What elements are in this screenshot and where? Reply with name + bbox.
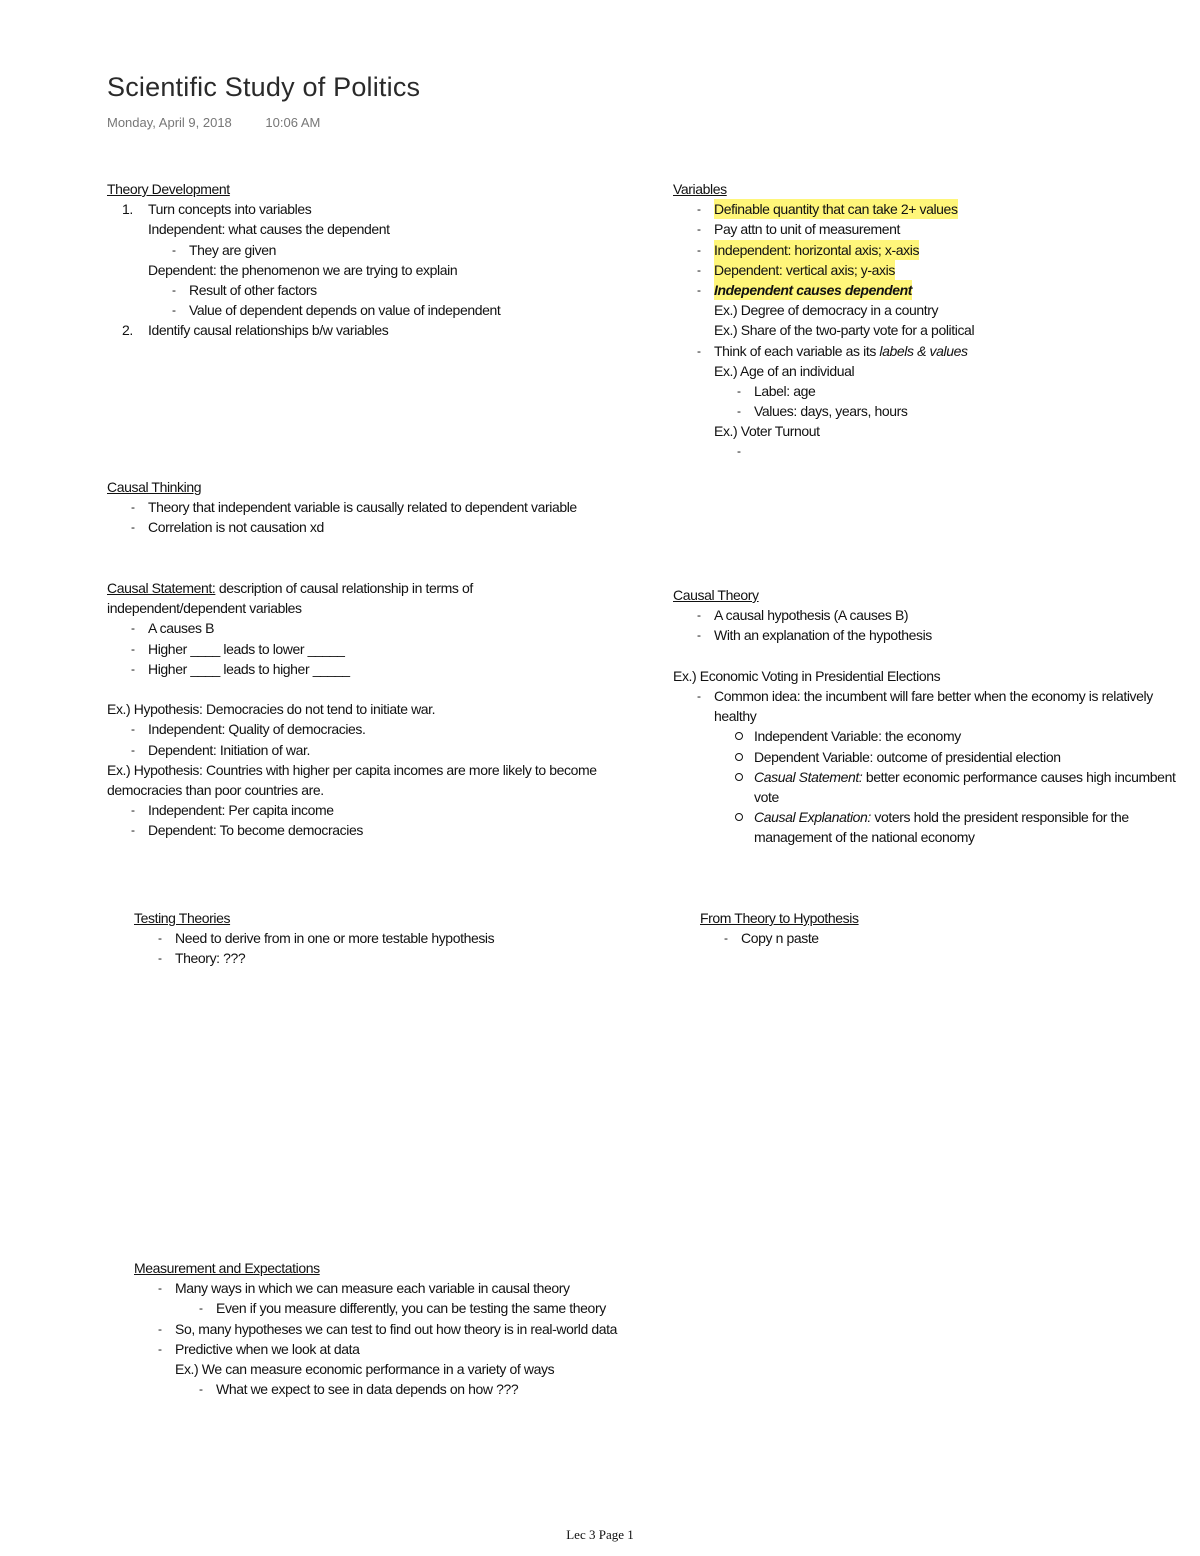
list-item: Dependent Variable: outcome of presidential election xyxy=(754,748,1061,765)
theory-to-hypothesis-section xyxy=(700,908,1180,948)
list-item: better economic performance causes high incumbent vote xyxy=(754,768,1176,805)
causal-statement-heading: Causal Statement: xyxy=(107,580,216,596)
list-item: Pay attn to unit of measurement xyxy=(714,221,901,238)
bullet-icon: - xyxy=(131,823,135,838)
bullet-icon: - xyxy=(131,661,135,676)
list-item: Need to derive from in one or more testable hypothesis xyxy=(175,930,495,947)
circle-bullet-icon xyxy=(735,813,743,821)
list-number: 1. xyxy=(122,201,133,218)
bullet-icon: - xyxy=(131,742,135,757)
list-item: Dependent: the phenomenon we are trying to explain xyxy=(148,261,458,278)
list-item-italic: Casual Statement: xyxy=(754,768,863,785)
circle-bullet-icon xyxy=(735,732,743,740)
causal-statement-section xyxy=(107,578,667,841)
bullet-icon: - xyxy=(131,520,135,535)
bullet-icon: - xyxy=(131,641,135,656)
list-item: Value of dependent depends on value of independent xyxy=(189,302,501,319)
bullet-icon: - xyxy=(172,242,176,257)
list-item: Turn concepts into variables xyxy=(148,201,312,218)
causal-thinking-heading: Causal Thinking xyxy=(107,479,202,495)
page-date: Monday, April 9, 2018 xyxy=(107,115,232,130)
bullet-icon: - xyxy=(199,1382,203,1397)
bullet-icon: - xyxy=(697,688,701,703)
causal-theory-heading: Causal Theory xyxy=(673,587,759,603)
list-item: A causal hypothesis (A causes B) xyxy=(714,607,909,624)
list-item: Independent Variable: the economy xyxy=(754,728,961,745)
bullet-icon: - xyxy=(158,1321,162,1336)
example-line: Ex.) Economic Voting in Presidential Elections xyxy=(673,667,941,684)
causal-statement-desc: description of causal relationship in terms of independent/dependent variables xyxy=(107,580,473,617)
list-item: Independent causes dependent xyxy=(714,280,912,300)
list-item: Dependent: vertical axis; y-axis xyxy=(714,260,895,280)
bullet-icon: - xyxy=(697,608,701,623)
list-item: Label: age xyxy=(754,382,816,399)
bullet-icon: - xyxy=(158,931,162,946)
testing-theories-heading: Testing Theories xyxy=(134,910,231,926)
bullet-icon: - xyxy=(172,282,176,297)
theory-development-heading: Theory Development xyxy=(107,181,230,197)
bullet-icon: - xyxy=(697,202,701,217)
bullet-icon: - xyxy=(697,222,701,237)
bullet-icon: - xyxy=(199,1301,203,1316)
list-item: Independent: Quality of democracies. xyxy=(148,721,366,738)
list-item: Higher ____ leads to lower _____ xyxy=(148,640,345,657)
list-item: They are given xyxy=(189,241,277,258)
causal-theory-section xyxy=(673,585,1193,848)
list-item: Common idea: the incumbent will fare better when the economy is relatively healthy xyxy=(714,687,1153,725)
list-item: What we expect to see in data depends on how ??? xyxy=(216,1381,519,1398)
bullet-icon: - xyxy=(697,628,701,643)
bullet-icon: - xyxy=(724,931,728,946)
variables-section xyxy=(673,179,1193,462)
causal-thinking-section xyxy=(107,477,667,538)
list-item: Definable quantity that can take 2+ values xyxy=(714,199,958,219)
list-item: Predictive when we look at data xyxy=(175,1340,360,1357)
circle-bullet-icon xyxy=(735,753,743,761)
list-item: Ex.) Voter Turnout xyxy=(714,423,820,440)
testing-theories-section xyxy=(134,908,654,969)
page-time: 10:06 AM xyxy=(265,115,321,130)
list-item: Independent: Per capita income xyxy=(148,802,334,819)
page-meta xyxy=(107,115,320,130)
bullet-icon: - xyxy=(131,621,135,636)
list-item: Dependent: To become democracies xyxy=(148,822,363,839)
list-item: Result of other factors xyxy=(189,281,317,298)
list-item: So, many hypotheses we can test to find out how theory is in real-world data xyxy=(175,1320,617,1337)
list-item: Identify causal relationships b/w variables xyxy=(148,322,389,339)
list-item: Independent: horizontal axis; x-axis xyxy=(714,240,919,260)
measurement-heading: Measurement and Expectations xyxy=(134,1260,320,1276)
list-item: Correlation is not causation xd xyxy=(148,519,324,536)
list-number: 2. xyxy=(122,322,133,339)
bullet-icon: - xyxy=(697,262,701,277)
bullet-icon: - xyxy=(131,803,135,818)
bullet-icon: - xyxy=(131,722,135,737)
list-item: A causes B xyxy=(148,620,215,637)
example-line: Ex.) Hypothesis: Democracies do not tend to initiate war. xyxy=(107,701,436,718)
measurement-section xyxy=(134,1258,754,1399)
bullet-icon: - xyxy=(158,1281,162,1296)
list-item: Ex.) Degree of democracy in a country xyxy=(714,302,939,319)
list-item: Ex.) Share of the two-party vote for a political xyxy=(714,322,975,339)
list-item: Many ways in which we can measure each variable in causal theory xyxy=(175,1280,570,1297)
bullet-icon: - xyxy=(158,1341,162,1356)
list-item: Theory that independent variable is causally related to dependent variable xyxy=(148,499,577,516)
circle-bullet-icon xyxy=(735,773,743,781)
bullet-icon: - xyxy=(737,383,741,398)
bullet-icon: - xyxy=(172,303,176,318)
bullet-icon: - xyxy=(737,404,741,419)
list-item xyxy=(714,341,968,361)
list-item: Even if you measure differently, you can be testing the same theory xyxy=(216,1300,606,1317)
bullet-icon: - xyxy=(697,242,701,257)
list-item: Values: days, years, hours xyxy=(754,403,908,420)
page-title: Scientific Study of Politics xyxy=(107,72,421,102)
list-item: Independent: what causes the dependent xyxy=(148,221,390,238)
list-item: Ex.) We can measure economic performance in a variety of ways xyxy=(175,1360,555,1377)
page-footer: Lec 3 Page 1 xyxy=(566,1527,634,1542)
list-item-text: Think of each variable as its xyxy=(714,342,880,359)
bullet-icon: - xyxy=(697,282,701,297)
theory-to-hypothesis-heading: From Theory to Hypothesis xyxy=(700,910,859,926)
theory-development-section xyxy=(107,179,667,341)
variables-heading: Variables xyxy=(673,181,727,197)
list-item: With an explanation of the hypothesis xyxy=(714,627,932,644)
bullet-icon: - xyxy=(131,500,135,515)
bullet-icon: - xyxy=(737,444,741,459)
list-item: Theory: ??? xyxy=(175,950,246,967)
list-item: Dependent: Initiation of war. xyxy=(148,741,310,758)
list-item-italic: Causal Explanation: xyxy=(754,809,871,826)
list-item: Copy n paste xyxy=(741,930,819,947)
list-item-italic: labels & values xyxy=(879,342,968,359)
example-line: Ex.) Hypothesis: Countries with higher per capita incomes are more likely to become democracies than poor countries are. xyxy=(107,761,597,798)
bullet-icon: - xyxy=(697,343,701,358)
list-item: voters hold the president responsible for the management of the national economy xyxy=(754,809,1129,846)
bullet-icon: - xyxy=(158,951,162,966)
list-item: Higher ____ leads to higher _____ xyxy=(148,660,350,677)
list-item: Ex.) Age of an individual xyxy=(714,362,855,379)
